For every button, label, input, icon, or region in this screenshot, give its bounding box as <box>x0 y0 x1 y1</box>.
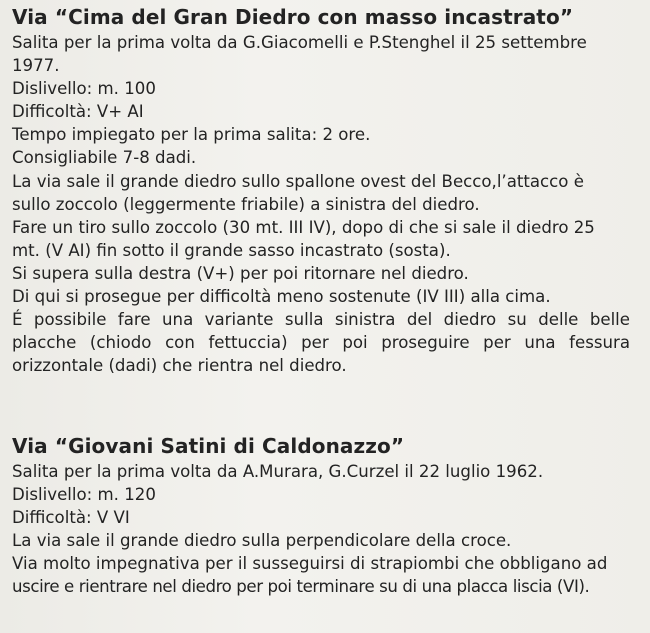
route-difficulty: Difficoltà: V VI <box>12 508 130 528</box>
route-giovani-satini <box>12 433 630 599</box>
route-time: Tempo impiegato per la prima salita: 2 ore. <box>12 125 371 145</box>
route-cima-gran-diedro <box>12 4 630 377</box>
route-text-line: mt. (V AI) fin sotto il grande sasso incastrato (sosta). <box>12 240 451 260</box>
route-title: Via “Giovani Satini di Caldonazzo” <box>12 434 405 458</box>
route-text-line: La via sale il grande diedro sullo spallone ovest del Becco,l’attacco è <box>12 171 584 191</box>
route-text-line: orizzontale (dadi) che rientra nel diedro. <box>12 356 347 376</box>
route-text-line: placche (chiodo con fettuccia) per poi proseguire per una fessura <box>12 333 630 353</box>
route-gear: Consigliabile 7-8 dadi. <box>12 148 197 168</box>
route-difficulty: Difficoltà: V+ AI <box>12 102 144 122</box>
route-title: Via “Cima del Gran Diedro con masso incastrato” <box>12 5 574 29</box>
route-elevation: Dislivello: m. 120 <box>12 485 156 505</box>
route-text-line: La via sale il grande diedro sulla perpendicolare della croce. <box>12 531 512 551</box>
route-text-line: sullo zoccolo (leggermente friabile) a sinistra del diedro. <box>12 194 480 214</box>
route-text-line: Via molto impegnativa per il susseguirsi di strapiombi che obbligano ad <box>12 554 608 574</box>
route-text-line: Si supera sulla destra (V+) per poi ritornare nel diedro. <box>12 263 469 283</box>
route-text-line: uscire e rientrare nel diedro per poi terminare su di una placca liscia (VI). <box>12 577 590 597</box>
route-text-line: Di qui si prosegue per difficoltà meno sostenute (IV III) alla cima. <box>12 287 551 307</box>
route-elevation: Dislivello: m. 100 <box>12 79 156 99</box>
route-text-line: Salita per la prima volta da G.Giacomelli e P.Stenghel il 25 settembre <box>12 33 587 52</box>
route-text-line: 1977. <box>12 56 60 76</box>
route-text-line: Fare un tiro sullo zoccolo (30 mt. III IV), dopo di che si sale il diedro 25 <box>12 217 595 237</box>
route-text-line: É possibile fare una variante sulla sinistra del diedro su delle belle <box>12 310 630 330</box>
route-text-line: Salita per la prima volta da A.Murara, G.Curzel il 22 luglio 1962. <box>12 462 544 481</box>
